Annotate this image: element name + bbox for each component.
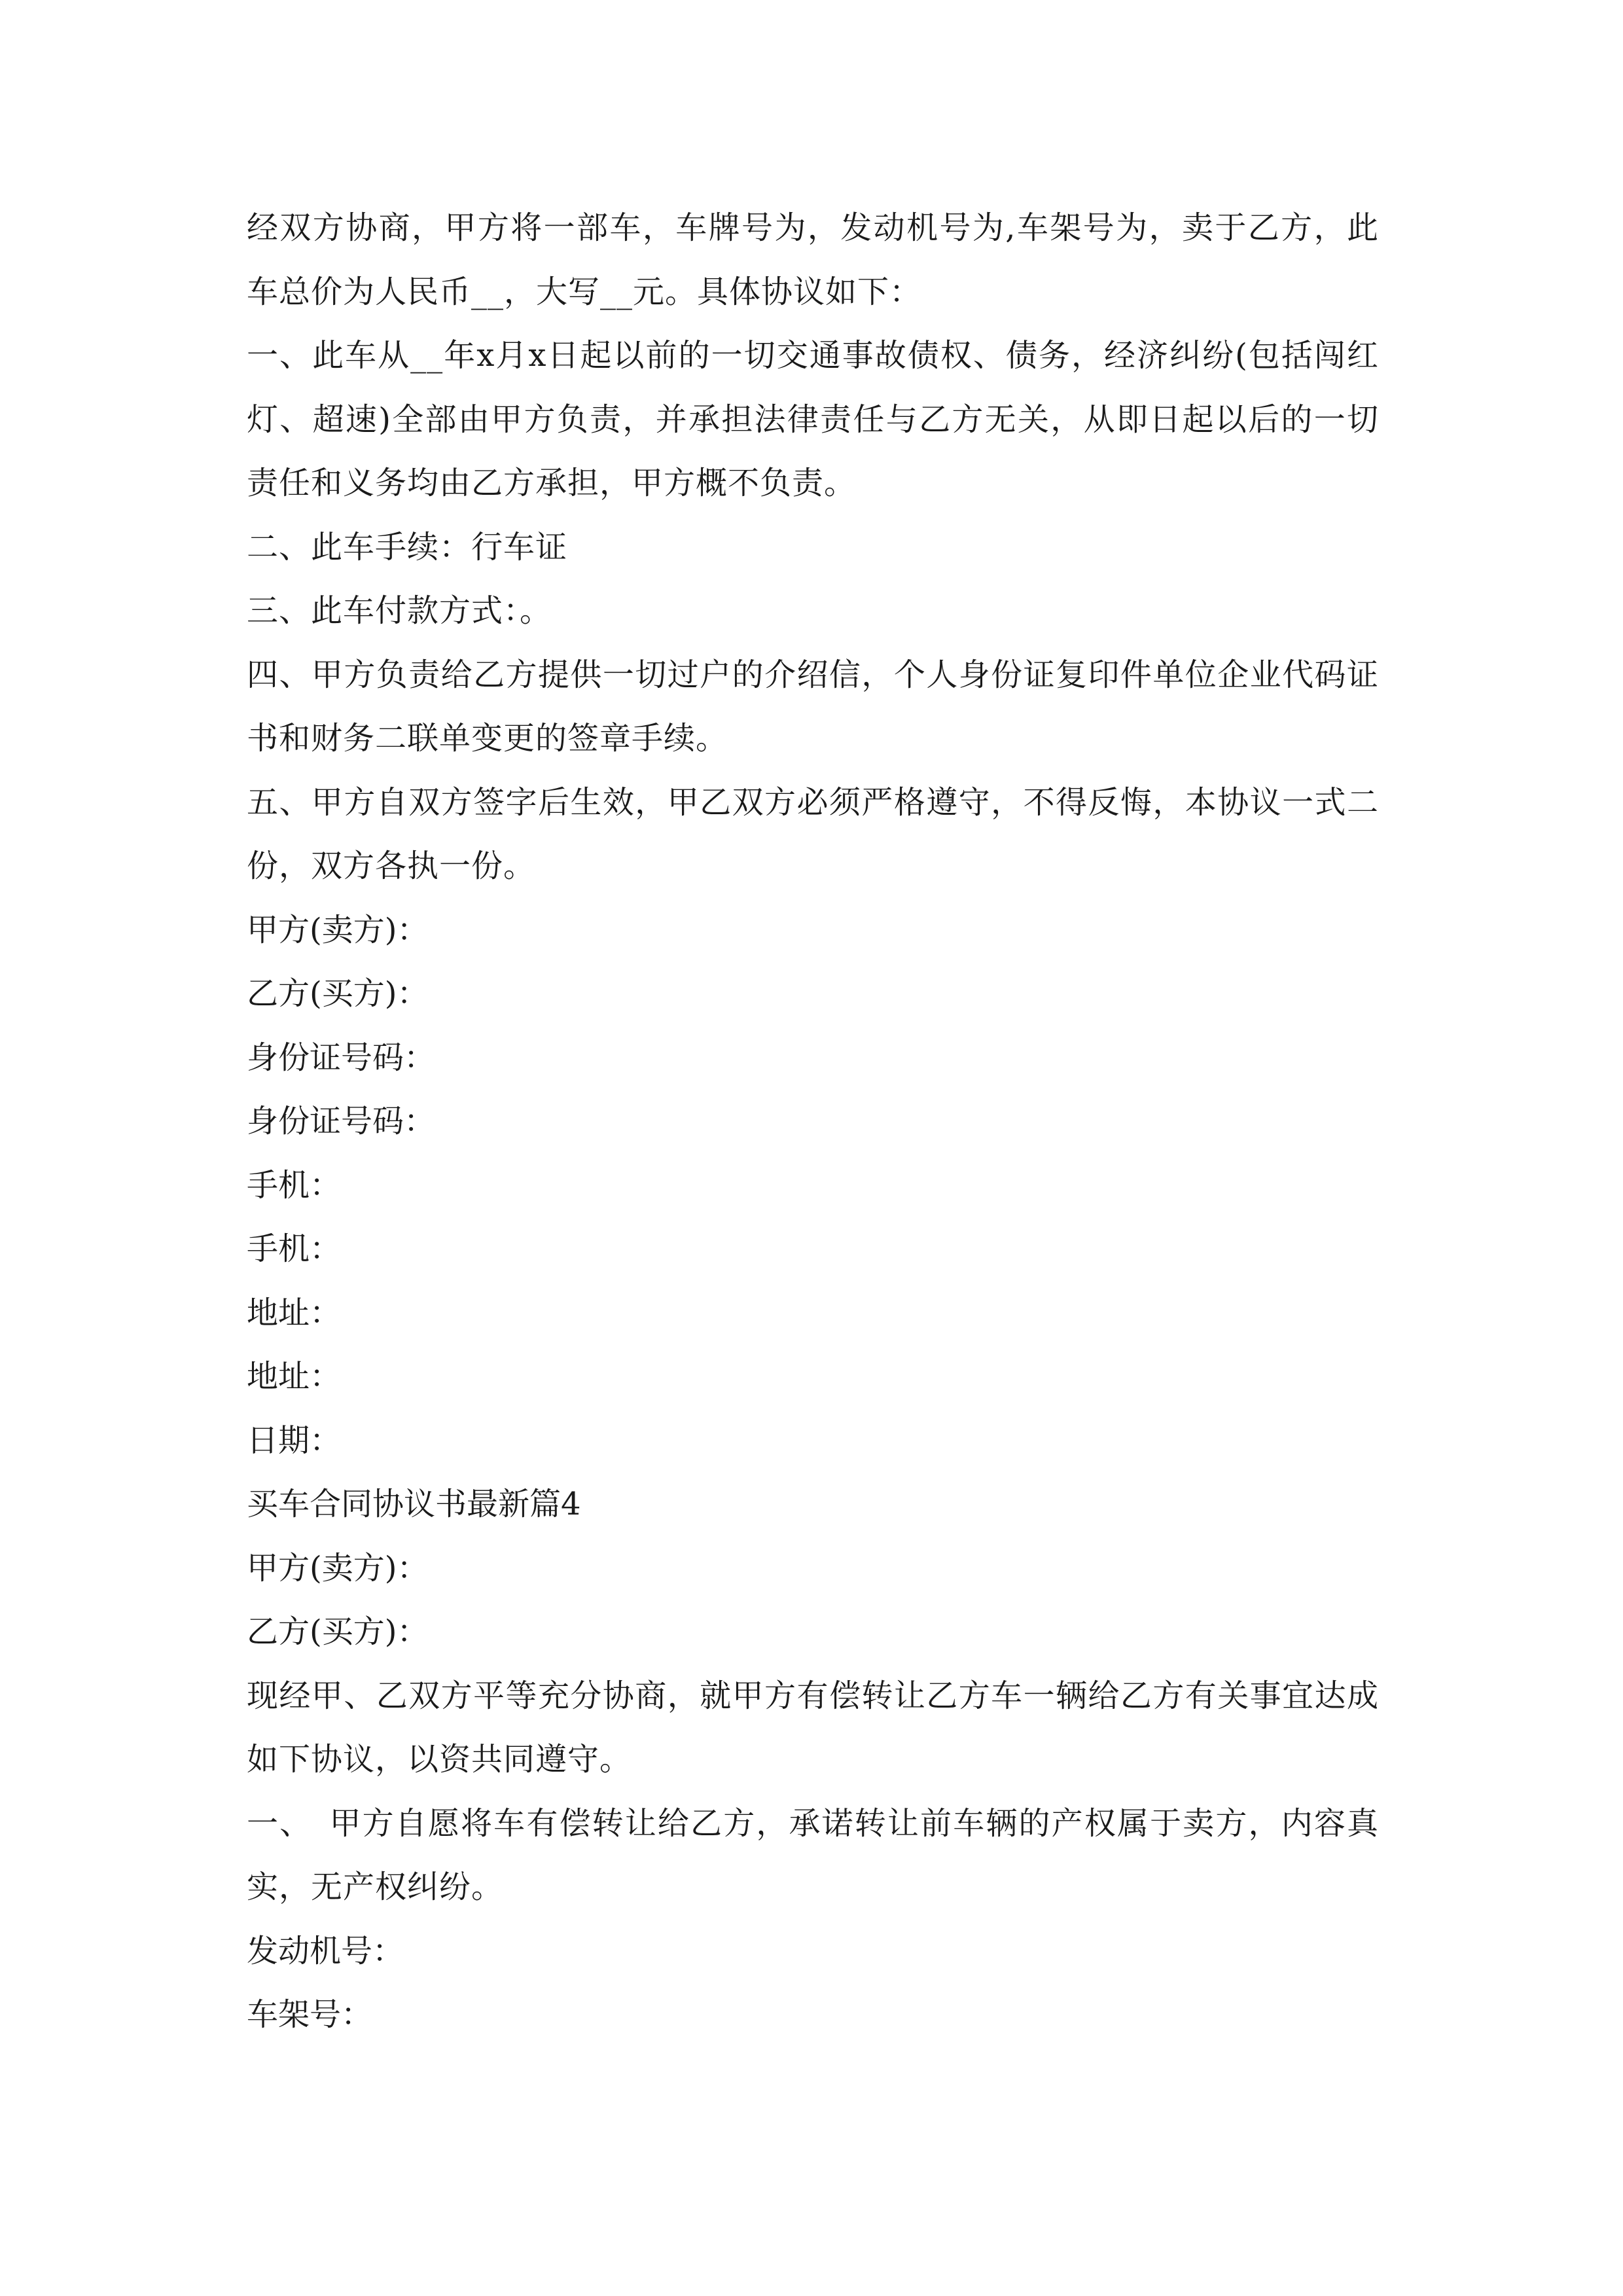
paragraph-clause-4: 四、甲方负责给乙方提供一切过户的介绍信，个人身份证复印件单位企业代码证书和财务二联单变更的签章手续。 — [247, 656, 1379, 757]
field-party-b: 乙方(买方)： — [247, 975, 429, 1012]
paragraph-clause-5: 五、甲方自双方签字后生效，甲乙双方必须严格遵守，不得反悔，本协议一式二份，双方各执一份。 — [247, 783, 1379, 884]
paragraph-clause-2: 二、此车手续：行车证 — [247, 528, 568, 565]
paragraph-clause-1-2: 一、 甲方自愿将车有偿转让给乙方，承诺转让前车辆的产权属于卖方，内容真实，无产权纠纷。 — [247, 1804, 1379, 1905]
field-id-number-a: 身份证号码： — [247, 1039, 436, 1076]
document-body — [247, 196, 1379, 2047]
field-address-b: 地址： — [247, 1358, 342, 1395]
field-phone-a: 手机： — [247, 1166, 342, 1204]
section-heading: 买车合同协议书最新篇4 — [247, 1486, 581, 1522]
field-engine-number: 发动机号： — [247, 1932, 404, 1969]
field-party-b-2: 乙方(买方)： — [247, 1613, 429, 1650]
field-address-a: 地址： — [247, 1294, 342, 1331]
field-phone-b: 手机： — [247, 1230, 342, 1267]
paragraph-intro: 经双方协商，甲方将一部车，车牌号为，发动机号为,车架号为，卖于乙方，此车总价为人民币__，大写__元。具体协议如下： — [247, 209, 1379, 310]
field-party-a-2: 甲方(卖方)： — [247, 1549, 429, 1587]
paragraph-preamble-2: 现经甲、乙双方平等充分协商，就甲方有偿转让乙方车一辆给乙方有关事宜达成如下协议，以资共同遵守。 — [247, 1677, 1379, 1778]
paragraph-clause-1: 一、此车从__年x月x日起以前的一切交通事故债权、债务，经济纠纷(包括闯红灯、超速)全部由甲方负责，并承担法律责任与乙方无关，从即日起以后的一切责任和义务均由乙方承担，甲方概不负责。 — [247, 337, 1379, 501]
field-party-a: 甲方(卖方)： — [247, 911, 429, 948]
paragraph-clause-3: 三、此车付款方式：。 — [247, 592, 552, 629]
field-frame-number: 车架号： — [247, 1996, 373, 2033]
field-id-number-b: 身份证号码： — [247, 1103, 436, 1139]
field-date: 日期： — [247, 1422, 342, 1459]
